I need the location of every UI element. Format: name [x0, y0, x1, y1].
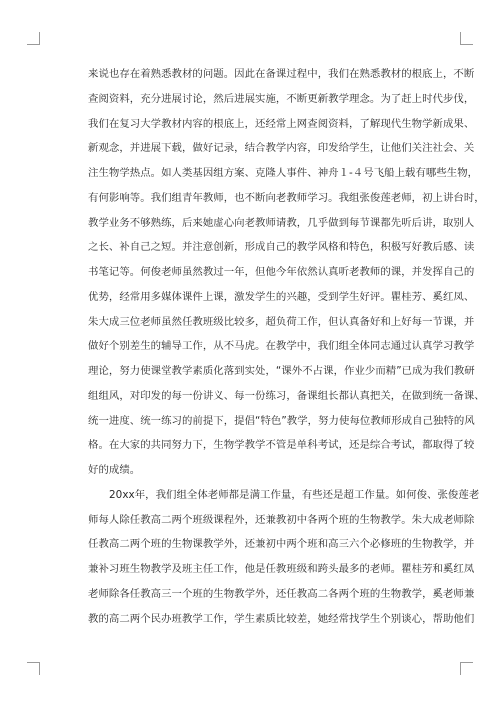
text-line: 20xx年，我们组全体老师都是满工作量，有些还是超工作量。如何俊、张俊莲老: [109, 488, 480, 501]
text-line: 教的高二两个民办班教学工作，学生素质比较差，她经常找学生个别谈心，帮助他们: [88, 612, 475, 625]
text-line: 注生物学热点。如人类基因组方案、克隆人事件、神舟１-４号飞船上载有哪些生物，: [88, 167, 479, 179]
text-line: 统一进度、统一练习的前提下，提倡“特色”教学，努力使每位教师形成自己独特的风: [88, 414, 475, 427]
text-line: 任教高二两个班的生物课教学外，还兼初中两个班和高三六个必修班的生物教学，并: [88, 538, 475, 551]
document-body-text: [88, 62, 485, 631]
text-line: 有何影响等。我们组青年教师，也不断向老教师学习。我组张俊莲老师，初上讲台时，: [88, 191, 485, 204]
text-line: 做好个别差生的辅导工作，从不马虎。在教学中，我们组全体同志通过认真学习教学: [88, 340, 475, 353]
crop-mark-bottom-right: [460, 662, 473, 675]
text-line: 理论，努力使课堂教学素质化落到实处，“课外不占课，作业少而精”已成为我们教研: [88, 365, 475, 377]
text-line: 教学业务不够熟练，后来她虚心向老教师请教，几乎做到每节课都先听后讲，取别人: [88, 216, 475, 229]
text-line: 查阅资料，充分进展讨论，然后进展实施，不断更新教学理念。为了赶上时代步伐，: [88, 92, 475, 105]
text-line: 格。在大家的共同努力下，生物学教学不管是单科考试，还是综合考试，都取得了较: [88, 439, 475, 452]
text-line: 好的成绩。: [88, 464, 141, 476]
text-line: 优势，经常用多媒体课件上课，激发学生的兴趣，受到学生好评。瞿桂芳、奚红凤、: [88, 290, 475, 303]
crop-mark-top-right: [460, 32, 473, 45]
text-line: 我们在复习大学教材内容的根底上，还经常上网查阅资料，了解现代生物学新成果、: [88, 117, 475, 130]
text-line: 组组风，对印发的每一份讲义、每一份练习，备课组长都认真把关，在做到统一备课、: [88, 389, 485, 402]
text-line: 老师除各任教高三一个班的生物教学外，还任教高二各两个班的生物教学，奚老师兼: [88, 587, 475, 600]
text-line: 来说也存在着熟悉教材的问题。因此在备课过程中，我们在熟悉教材的根底上，不断: [88, 68, 475, 80]
text-line: 之长、补自己之短。并注意创新，形成自己的教学风格和特色，积极写好教后感、读: [88, 241, 475, 254]
text-line: 朱大成三位老师虽然任教班级比较多，超负荷工作，但认真备好和上好每一节课，并: [88, 315, 475, 328]
text-line: 书笔记等。何俊老师虽然教过一年，但他今年依然认真听老教师的课，并发挥自己的: [88, 266, 475, 278]
text-line: 兼补习班生物教学及班主任工作，他是任教班级和跨头最多的老师。瞿桂芳和奚红凤: [88, 563, 475, 575]
text-line: 新观念，并进展下载，做好记录，结合教学内容，印发给学生，让他们关注社会、关: [88, 142, 475, 155]
text-line: 师每人除任教高二两个班级课程外，还兼教初中各两个班的生物教学。朱大成老师除: [88, 513, 475, 526]
crop-mark-top-left: [27, 32, 40, 45]
crop-mark-bottom-left: [27, 662, 40, 675]
